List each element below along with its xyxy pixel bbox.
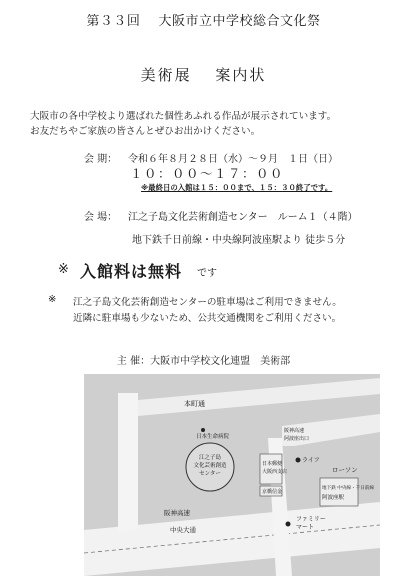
document-title: 美術展 案内状 [140, 66, 267, 84]
parking-line-1: 江之子島文化芸術創造センターの駐車場はご利用できません。 [73, 297, 342, 308]
label-station-2: 阿波座駅 [322, 495, 345, 501]
label-post-office-1: 日本郵便 [262, 461, 283, 467]
access-map [84, 374, 380, 576]
admission-label: 入館料は無料 [80, 262, 183, 281]
label-bank: 京橋信金 [262, 489, 283, 495]
schedule-hours: １０：００～１７：００ [130, 166, 285, 181]
intro-line-1: 大阪市の各中学校より選ばれた個性あふれる作品が展示されています。 [30, 111, 337, 122]
intro-line-2: お友だちやご家族の皆さんとぜひお出かけください。 [30, 126, 261, 137]
label-center-1: 江之子島 [198, 455, 222, 461]
label-familymart-1: ファミリー [296, 516, 326, 523]
host-organizer: 主 催：大阪市中学校文化連盟 美術部 [116, 356, 291, 367]
life-marker [296, 458, 301, 463]
schedule-dates: 令和６年８月２８日（水）～９月 １日（日） [128, 154, 338, 165]
label-seimei-hospital: 日本生命病院 [196, 434, 230, 440]
familymart-marker [286, 522, 291, 527]
west-road [118, 393, 138, 532]
schedule-label: 会 期： [84, 154, 118, 165]
label-expressway-exit-2: 阿波座出口 [284, 436, 310, 442]
label-expressway-exit-1: 阪神高速 [284, 428, 305, 434]
label-honmachi: 本町通 [184, 400, 205, 408]
label-lawson: ローソン [332, 466, 358, 474]
venue-access: 地下鉄千日前線・中央線阿波座駅より 徒歩５分 [132, 235, 346, 246]
label-hanshin-expressway: 阪神高速 [164, 509, 190, 517]
label-station-1: 地下鉄 中央線・千日前線 [322, 486, 374, 491]
venue-name: 江之子島文化芸術創造センター ルーム１（４階） [128, 212, 358, 223]
event-title: 第３３回 大阪市立中学校総合文化祭 [86, 14, 321, 29]
schedule-note: ※最終日の入館は１５：００まで、１５：３０終了です。 [141, 183, 333, 192]
hospital-marker [201, 428, 205, 432]
label-center-2: 文化芸術創造 [193, 463, 227, 469]
admission-suffix: です [197, 268, 217, 279]
venue-label: 会 場： [84, 212, 118, 223]
admission-mark: ※ [58, 262, 69, 277]
label-familymart-2: マート [296, 524, 315, 531]
parking-line-2: 近隣に駐車場も少ないため、公共交通機関をご利用ください。 [73, 313, 342, 324]
label-life: ライフ [302, 457, 320, 464]
label-post-office-2: 大阪西支店 [262, 469, 288, 475]
parking-mark: ※ [48, 294, 57, 305]
label-chuo-odori: 中央大通 [170, 526, 196, 534]
station-box [320, 478, 358, 506]
label-center-3: センター [199, 471, 221, 477]
